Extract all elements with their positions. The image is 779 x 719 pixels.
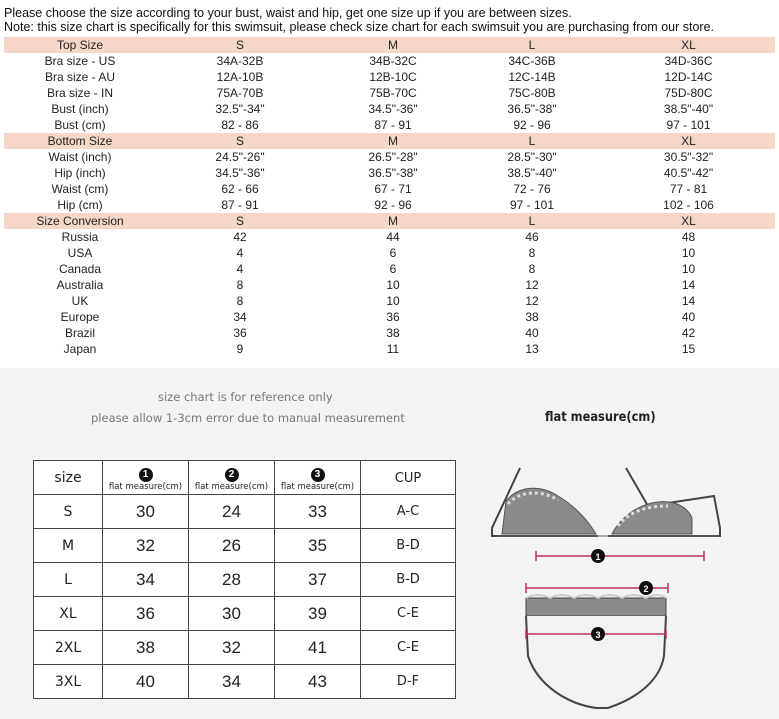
size-value-cell: 62 - 66: [221, 182, 259, 196]
measure-value-cell: 38: [103, 631, 189, 665]
size-value-cell: 12: [525, 278, 539, 292]
size-value-cell: 8: [236, 294, 244, 308]
flat-measure-row: [34, 631, 456, 665]
row-label-cell: Bra size - US: [44, 54, 116, 68]
flat-measure-row: [34, 563, 456, 597]
size-value-cell: 97 - 101: [666, 118, 711, 132]
size-value-cell: 26.5"-28": [368, 150, 418, 164]
size-value-cell: S: [156, 37, 324, 53]
size-value-cell: 36: [386, 310, 400, 324]
size-value-cell: M: [324, 133, 462, 149]
size-chart-row: [4, 69, 775, 85]
size-value-cell: 8: [236, 278, 244, 292]
measure-value-cell: 35: [275, 529, 361, 563]
row-label-cell: Brazil: [64, 326, 95, 340]
row-label-cell: Europe: [60, 310, 100, 324]
size-value-cell: 36.5"-38": [507, 102, 557, 116]
size-value-cell: 32.5"-34": [215, 102, 265, 116]
size-value-cell: 24.5"-26": [215, 150, 265, 164]
size-chart-header-row: [4, 213, 775, 229]
size-value-cell: 34.5"-36": [368, 102, 418, 116]
size-value-cell: 38.5"-40": [663, 102, 714, 116]
measure-value-cell: 28: [189, 563, 275, 597]
size-value-cell: 40: [681, 310, 696, 324]
size-chart-row: [4, 53, 775, 69]
flat-header-cell: [103, 461, 189, 495]
size-value-cell: 38: [386, 326, 400, 340]
size-value-cell: 14: [681, 278, 696, 292]
row-label-cell: Bra size - AU: [44, 70, 116, 84]
size-value-cell: 38: [525, 310, 539, 324]
size-value-cell: 34D-36C: [664, 54, 713, 68]
measure-value-cell: 43: [275, 665, 361, 699]
size-value-cell: XL: [602, 213, 775, 229]
size-value-cell: 10: [386, 278, 400, 292]
measure-marker-icon: 1: [139, 468, 153, 482]
measure-value-cell: 34: [189, 665, 275, 699]
size-value-cell: 10: [681, 262, 696, 276]
row-label-cell: Size Conversion: [4, 213, 156, 229]
size-value-cell: 42: [233, 230, 247, 244]
size-value-cell: 67 - 71: [374, 182, 412, 196]
cup-cell: D-F: [361, 665, 456, 699]
measure-value-cell: 24: [189, 495, 275, 529]
size-advice-text: Please choose the size according to your bust, waist and hip, get one size up if you are between sizes.: [4, 6, 572, 20]
size-value-cell: 34: [233, 310, 247, 324]
row-label-cell: USA: [67, 246, 93, 260]
size-value-cell: 75D-80C: [664, 86, 713, 100]
size-value-cell: XL: [602, 133, 775, 149]
size-chart-row: [4, 277, 775, 293]
size-chart-note: Note: this size chart is specifically for this swimsuit, please check size chart for each swimsuit you are purchasing from our store.: [4, 20, 714, 34]
row-label-cell: Bottom Size: [4, 133, 156, 149]
cup-cell: C-E: [361, 597, 456, 631]
measure-marker-icon: 2: [225, 468, 239, 482]
size-value-cell: 48: [681, 230, 696, 244]
size-value-cell: M: [324, 213, 462, 229]
flat-size-cell: M: [34, 529, 103, 563]
size-value-cell: L: [462, 213, 602, 229]
flat-header-cell: [361, 461, 456, 495]
flat-measure-row: [34, 597, 456, 631]
size-value-cell: 10: [681, 246, 696, 260]
garment-diagram: [478, 446, 768, 714]
size-value-cell: S: [156, 213, 324, 229]
size-value-cell: 15: [681, 342, 696, 356]
size-value-cell: 28.5"-30": [507, 150, 557, 164]
row-label-cell: Canada: [58, 262, 102, 276]
row-label-cell: Bust (cm): [54, 118, 106, 132]
marker-1: 1: [595, 552, 601, 562]
row-label-cell: UK: [71, 294, 89, 308]
size-value-cell: 12A-10B: [216, 70, 264, 84]
size-value-cell: S: [156, 133, 324, 149]
size-value-cell: L: [462, 133, 602, 149]
size-value-cell: 77 - 81: [669, 182, 708, 196]
measure-value-cell: 33: [275, 495, 361, 529]
size-chart-header-row: [4, 133, 775, 149]
measure-value-cell: 36: [103, 597, 189, 631]
size-value-cell: 10: [386, 294, 400, 308]
size-value-cell: 82 - 86: [221, 118, 259, 132]
size-value-cell: 40: [525, 326, 539, 340]
flat-measure-row: [34, 665, 456, 699]
size-value-cell: 34B-32C: [369, 54, 417, 68]
row-label-cell: Bust (inch): [51, 102, 109, 116]
row-label-cell: Australia: [56, 278, 104, 292]
measure-value-cell: 30: [103, 495, 189, 529]
size-value-cell: 13: [525, 342, 539, 356]
flat-measure-row: [34, 495, 456, 529]
measure-value-cell: 32: [189, 631, 275, 665]
size-chart-header-row: [4, 37, 775, 53]
measure-value-cell: 32: [103, 529, 189, 563]
marker-3: 3: [595, 630, 601, 640]
flat-measure-section: [0, 368, 779, 719]
size-value-cell: 34A-32B: [216, 54, 264, 68]
size-value-cell: M: [324, 37, 462, 53]
flat-measure-title: flat measure(cm): [545, 410, 656, 425]
cup-cell: A-C: [361, 495, 456, 529]
cup-cell: B-D: [361, 529, 456, 563]
size-value-cell: 75A-70B: [216, 86, 264, 100]
row-label-cell: Hip (cm): [57, 198, 103, 212]
measure-value-cell: 26: [189, 529, 275, 563]
flat-measure-table: [33, 460, 456, 699]
size-value-cell: 12D-14C: [664, 70, 713, 84]
size-chart-row: [4, 85, 775, 101]
size-value-cell: 87 - 91: [221, 198, 259, 212]
flat-header-label: flat measure(cm): [194, 481, 269, 492]
size-value-cell: 92 - 96: [374, 198, 412, 212]
size-value-cell: 36: [233, 326, 247, 340]
size-chart-row: [4, 197, 775, 213]
size-value-cell: 34C-36B: [508, 54, 556, 68]
measure-marker-icon: 3: [311, 468, 325, 482]
size-chart-row: [4, 309, 775, 325]
flat-size-cell: S: [34, 495, 103, 529]
measure-value-cell: 30: [189, 597, 275, 631]
size-value-cell: 30.5"-32": [663, 150, 714, 164]
flat-size-cell: 2XL: [34, 631, 103, 665]
flat-header-cell: [275, 461, 361, 495]
row-label-cell: Top Size: [4, 37, 156, 53]
size-value-cell: 12B-10C: [369, 70, 417, 84]
bottom-illustration: [526, 581, 668, 708]
size-chart-row: [4, 181, 775, 197]
size-chart-row: [4, 293, 775, 309]
measure-value-cell: 37: [275, 563, 361, 597]
size-value-cell: 97 - 101: [509, 198, 555, 212]
size-value-cell: 92 - 96: [513, 118, 551, 132]
error-note: please allow 1-3cm error due to manual measurement: [91, 411, 405, 425]
size-value-cell: 44: [386, 230, 400, 244]
size-value-cell: 38.5"-40": [507, 166, 557, 180]
size-value-cell: 42: [681, 326, 696, 340]
flat-measure-header-row: [34, 461, 456, 495]
flat-header-cell: [189, 461, 275, 495]
flat-header-label: flat measure(cm): [280, 481, 355, 492]
flat-size-cell: L: [34, 563, 103, 597]
cup-cell: B-D: [361, 563, 456, 597]
size-value-cell: 72 - 76: [513, 182, 551, 196]
row-label-cell: Bra size - IN: [46, 86, 113, 100]
size-chart-row: [4, 117, 775, 133]
marker-2: 2: [643, 584, 649, 594]
size-value-cell: 75C-80B: [508, 86, 556, 100]
size-value-cell: 9: [236, 342, 244, 356]
reference-note: size chart is for reference only: [158, 390, 333, 404]
bra-illustration: [492, 468, 720, 563]
size-value-cell: 12C-14B: [508, 70, 556, 84]
size-value-cell: 8: [528, 262, 536, 276]
size-chart-row: [4, 101, 775, 117]
size-value-cell: 11: [386, 342, 400, 356]
row-label-cell: Waist (cm): [51, 182, 109, 196]
size-chart-row: [4, 149, 775, 165]
flat-header-label: flat measure(cm): [108, 481, 183, 492]
size-value-cell: 14: [681, 294, 696, 308]
size-value-cell: XL: [602, 37, 775, 53]
size-value-cell: 87 - 91: [374, 118, 412, 132]
flat-header-label: CUP: [394, 470, 422, 486]
size-value-cell: 46: [525, 230, 539, 244]
flat-header-cell: [34, 461, 103, 495]
size-chart-row: [4, 245, 775, 261]
size-value-cell: 8: [528, 246, 536, 260]
size-value-cell: 6: [389, 246, 397, 260]
size-value-cell: 34.5"-36": [215, 166, 265, 180]
size-chart-row: [4, 229, 775, 245]
cup-cell: C-E: [361, 631, 456, 665]
size-value-cell: 40.5"-42": [663, 166, 714, 180]
size-value-cell: 6: [389, 262, 397, 276]
flat-header-label: size: [54, 469, 82, 486]
size-chart-table: [4, 37, 775, 357]
measure-value-cell: 34: [103, 563, 189, 597]
size-value-cell: 12: [525, 294, 539, 308]
size-value-cell: 102 - 106: [663, 198, 714, 212]
measure-value-cell: 40: [103, 665, 189, 699]
row-label-cell: Hip (inch): [54, 166, 106, 180]
measure-value-cell: 41: [275, 631, 361, 665]
measure-value-cell: 39: [275, 597, 361, 631]
size-chart-row: [4, 165, 775, 181]
flat-size-cell: XL: [34, 597, 103, 631]
size-chart-row: [4, 261, 775, 277]
size-chart-row: [4, 325, 775, 341]
size-value-cell: L: [462, 37, 602, 53]
row-label-cell: Waist (inch): [48, 150, 112, 164]
row-label-cell: Russia: [61, 230, 99, 244]
flat-measure-row: [34, 529, 456, 563]
flat-size-cell: 3XL: [34, 665, 103, 699]
row-label-cell: Japan: [63, 342, 97, 356]
size-value-cell: 4: [236, 262, 244, 276]
size-value-cell: 36.5"-38": [368, 166, 418, 180]
size-chart-row: [4, 341, 775, 357]
size-value-cell: 75B-70C: [369, 86, 417, 100]
size-value-cell: 4: [236, 246, 244, 260]
